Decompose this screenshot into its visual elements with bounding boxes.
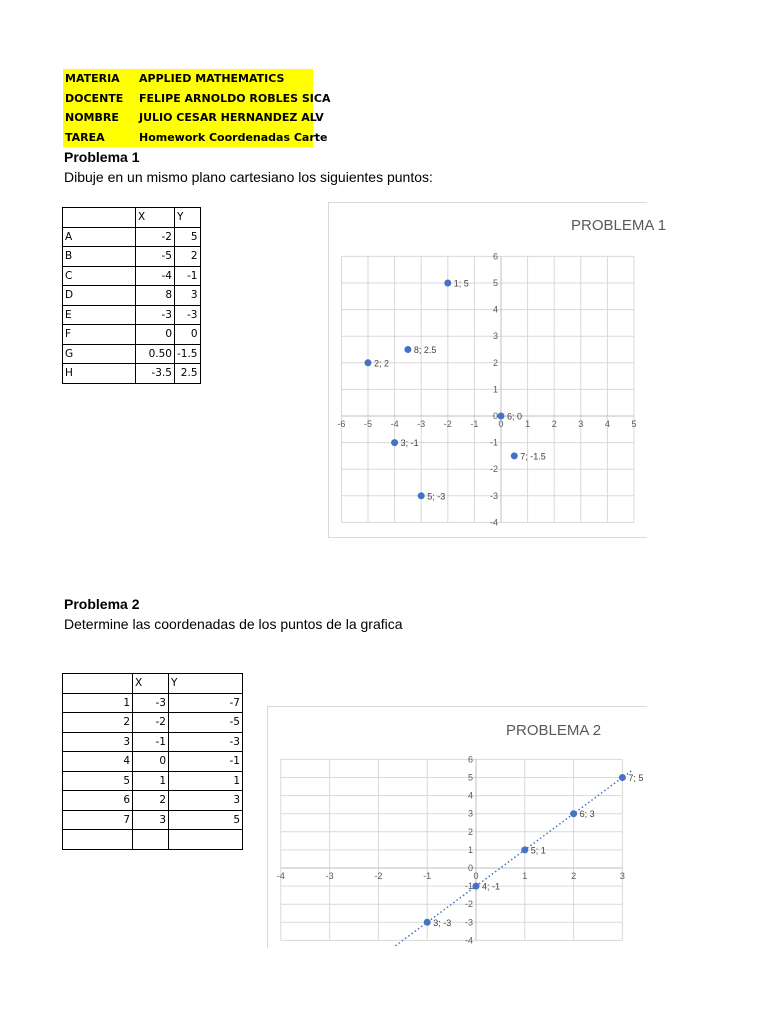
table-row — [63, 364, 201, 384]
problem2-description: Determine las coordenadas de los puntos de la grafica — [64, 616, 403, 632]
chart-title: PROBLEMA 2 — [506, 722, 602, 739]
chart-title: PROBLEMA 1 — [571, 217, 667, 234]
x-tick-label: 5 — [631, 419, 637, 429]
row-label-cell: F — [63, 325, 136, 345]
y-tick-label: 6 — [492, 251, 498, 262]
problem1-title: Problema 1 — [64, 149, 140, 165]
y-cell: 3 — [169, 791, 243, 811]
data-label: 5; 1 — [530, 845, 546, 856]
x-cell: -4 — [136, 266, 175, 286]
x-tick-label: -3 — [417, 419, 426, 429]
x-tick-label: -4 — [390, 419, 399, 429]
row-label-cell: 7 — [63, 810, 133, 830]
x-tick-label: 2 — [551, 419, 557, 429]
problem2-title: Problema 2 — [64, 596, 140, 612]
row-label-cell — [63, 830, 133, 850]
row-label-cell: C — [63, 266, 136, 286]
y-tick-label: 5 — [467, 772, 473, 783]
x-cell: -2 — [136, 227, 175, 247]
header-value: FELIPE ARNOLDO ROBLES SICA — [139, 91, 331, 105]
row-label-cell: 5 — [63, 771, 133, 791]
x-tick-label: 1 — [522, 871, 528, 881]
table-corner-cell — [63, 208, 136, 228]
column-header-y: Y — [175, 208, 201, 228]
column-header-y: Y — [169, 674, 243, 694]
x-cell — [133, 830, 169, 850]
x-cell: 0 — [136, 325, 175, 345]
data-label: 4; -1 — [482, 881, 501, 892]
y-tick-label: 2 — [492, 357, 498, 368]
y-tick-label: -4 — [464, 935, 473, 946]
row-label-cell: 2 — [63, 713, 133, 733]
data-label: 1; 5 — [453, 278, 469, 289]
y-tick-label: 3 — [492, 331, 498, 342]
y-cell: -3 — [169, 732, 243, 752]
x-cell: 3 — [133, 810, 169, 830]
data-point — [473, 883, 480, 890]
x-tick-label: 0 — [498, 419, 504, 429]
header-key: MATERIA — [65, 72, 120, 85]
table-row — [63, 247, 201, 267]
data-label: 8; 2.5 — [413, 345, 437, 355]
x-cell: -5 — [136, 247, 175, 267]
x-tick-label: 4 — [604, 419, 610, 429]
x-tick-label: 3 — [578, 419, 584, 429]
x-tick-label: 3 — [619, 871, 625, 881]
y-tick-label: -1 — [464, 881, 473, 892]
problem2-table — [62, 673, 243, 850]
table-row — [63, 286, 201, 306]
y-tick-label: -2 — [489, 464, 498, 475]
row-label-cell: A — [63, 227, 136, 247]
data-point — [365, 359, 372, 366]
table-corner-cell — [63, 674, 133, 694]
table-row — [63, 791, 243, 811]
table-row — [63, 732, 243, 752]
data-point — [521, 846, 528, 853]
problem2-chart-svg — [268, 707, 647, 948]
x-tick-label: -4 — [276, 871, 285, 881]
data-label: 5; -3 — [427, 491, 446, 502]
data-label: 7; -1.5 — [520, 451, 546, 462]
x-tick-label: -6 — [337, 419, 346, 429]
header-row-materia — [63, 69, 313, 89]
problem1-table — [62, 207, 201, 384]
table-row — [63, 266, 201, 286]
data-point — [404, 346, 411, 353]
table-header-row — [63, 674, 243, 694]
y-cell: 3 — [175, 286, 201, 306]
data-point — [391, 439, 398, 446]
y-tick-label: 4 — [467, 790, 473, 801]
header-value: Homework Coordenadas Carte — [139, 130, 328, 144]
row-label-cell: 3 — [63, 732, 133, 752]
table-row — [63, 227, 201, 247]
data-point — [444, 280, 451, 287]
row-label-cell: D — [63, 286, 136, 306]
x-tick-label: 1 — [525, 419, 531, 429]
y-cell: -1 — [175, 266, 201, 286]
data-label: 2; 2 — [374, 358, 390, 369]
header-value: APPLIED MATHEMATICS — [139, 72, 285, 85]
row-label-cell: 4 — [63, 752, 133, 772]
problem1-chart — [328, 202, 667, 538]
x-tick-label: -1 — [423, 871, 432, 881]
table-row — [63, 305, 201, 325]
header-block — [63, 69, 331, 147]
x-tick-label: -5 — [363, 419, 373, 429]
y-cell: -1 — [169, 752, 243, 772]
table-row — [63, 810, 243, 830]
table-row — [63, 325, 201, 345]
x-tick-label: -2 — [374, 871, 383, 881]
x-tick-label: -2 — [443, 419, 452, 429]
row-label-cell: G — [63, 344, 136, 364]
x-tick-label: 0 — [473, 871, 479, 881]
y-tick-label: -4 — [489, 517, 498, 528]
column-header-x: X — [136, 208, 175, 228]
x-cell: 1 — [133, 771, 169, 791]
y-cell: 2 — [175, 247, 201, 267]
y-cell — [169, 830, 243, 850]
table-row — [63, 771, 243, 791]
x-cell: 2 — [133, 791, 169, 811]
y-cell: 1 — [169, 771, 243, 791]
row-label-cell: H — [63, 364, 136, 384]
problem2-chart — [267, 706, 647, 948]
table-row — [63, 830, 243, 850]
data-label: 3; -3 — [433, 917, 452, 928]
x-cell: -1 — [133, 732, 169, 752]
data-point — [424, 919, 431, 926]
header-key: TAREA — [65, 130, 105, 144]
table-row — [63, 693, 243, 713]
data-point — [511, 452, 518, 459]
y-tick-label: 1 — [492, 384, 498, 395]
column-header-x: X — [133, 674, 169, 694]
y-tick-label: -2 — [464, 899, 473, 910]
x-cell: 0 — [133, 752, 169, 772]
x-cell: -3.5 — [136, 364, 175, 384]
table-header-row — [63, 208, 201, 228]
row-label-cell: 1 — [63, 693, 133, 713]
x-cell: -3 — [133, 693, 169, 713]
y-tick-label: 4 — [492, 304, 498, 315]
x-tick-label: 2 — [571, 871, 577, 881]
header-key: DOCENTE — [65, 91, 124, 105]
data-label: 7; 5 — [628, 773, 644, 783]
y-tick-label: 0 — [492, 411, 498, 421]
y-cell: -3 — [175, 305, 201, 325]
y-cell: -7 — [169, 693, 243, 713]
trend-line — [395, 770, 632, 946]
table-row — [63, 713, 243, 733]
y-cell: 5 — [169, 810, 243, 830]
y-tick-label: 2 — [467, 826, 473, 837]
y-cell: 0 — [175, 325, 201, 345]
x-cell: -2 — [133, 713, 169, 733]
table-row — [63, 344, 201, 364]
data-point — [498, 413, 505, 420]
problem1-chart-svg — [329, 203, 667, 537]
x-tick-label: -3 — [325, 871, 334, 881]
y-cell: -1.5 — [175, 344, 201, 364]
x-cell: -3 — [136, 305, 175, 325]
data-label: 6; 0 — [507, 411, 523, 422]
y-cell: 5 — [175, 227, 201, 247]
data-point — [570, 810, 577, 817]
y-tick-label: 5 — [492, 278, 498, 288]
row-label-cell: 6 — [63, 791, 133, 811]
header-key: NOMBRE — [65, 111, 119, 124]
row-label-cell: B — [63, 247, 136, 267]
problem1-description: Dibuje en un mismo plano cartesiano los siguientes puntos: — [64, 169, 433, 185]
data-label: 6; 3 — [579, 809, 595, 820]
x-cell: 8 — [136, 286, 175, 306]
y-tick-label: -3 — [464, 917, 473, 928]
y-tick-label: 3 — [467, 808, 473, 819]
header-row-docente — [63, 89, 331, 109]
y-cell: -5 — [169, 713, 243, 733]
data-point — [418, 492, 425, 499]
y-tick-label: 1 — [467, 844, 473, 855]
header-row-tarea — [63, 128, 328, 148]
header-row-nombre — [63, 108, 324, 128]
x-cell: 0.50 — [136, 344, 175, 364]
row-label-cell: E — [63, 305, 136, 325]
header-value: JULIO CESAR HERNANDEZ ALV — [139, 111, 324, 124]
y-tick-label: 6 — [467, 754, 473, 765]
y-tick-label: 0 — [467, 863, 473, 873]
y-tick-label: -3 — [489, 490, 498, 501]
data-point — [619, 774, 626, 781]
y-cell: 2.5 — [175, 364, 201, 384]
data-label: 3; -1 — [400, 438, 419, 449]
y-tick-label: -1 — [489, 437, 498, 448]
x-tick-label: -1 — [470, 419, 479, 429]
table-row — [63, 752, 243, 772]
